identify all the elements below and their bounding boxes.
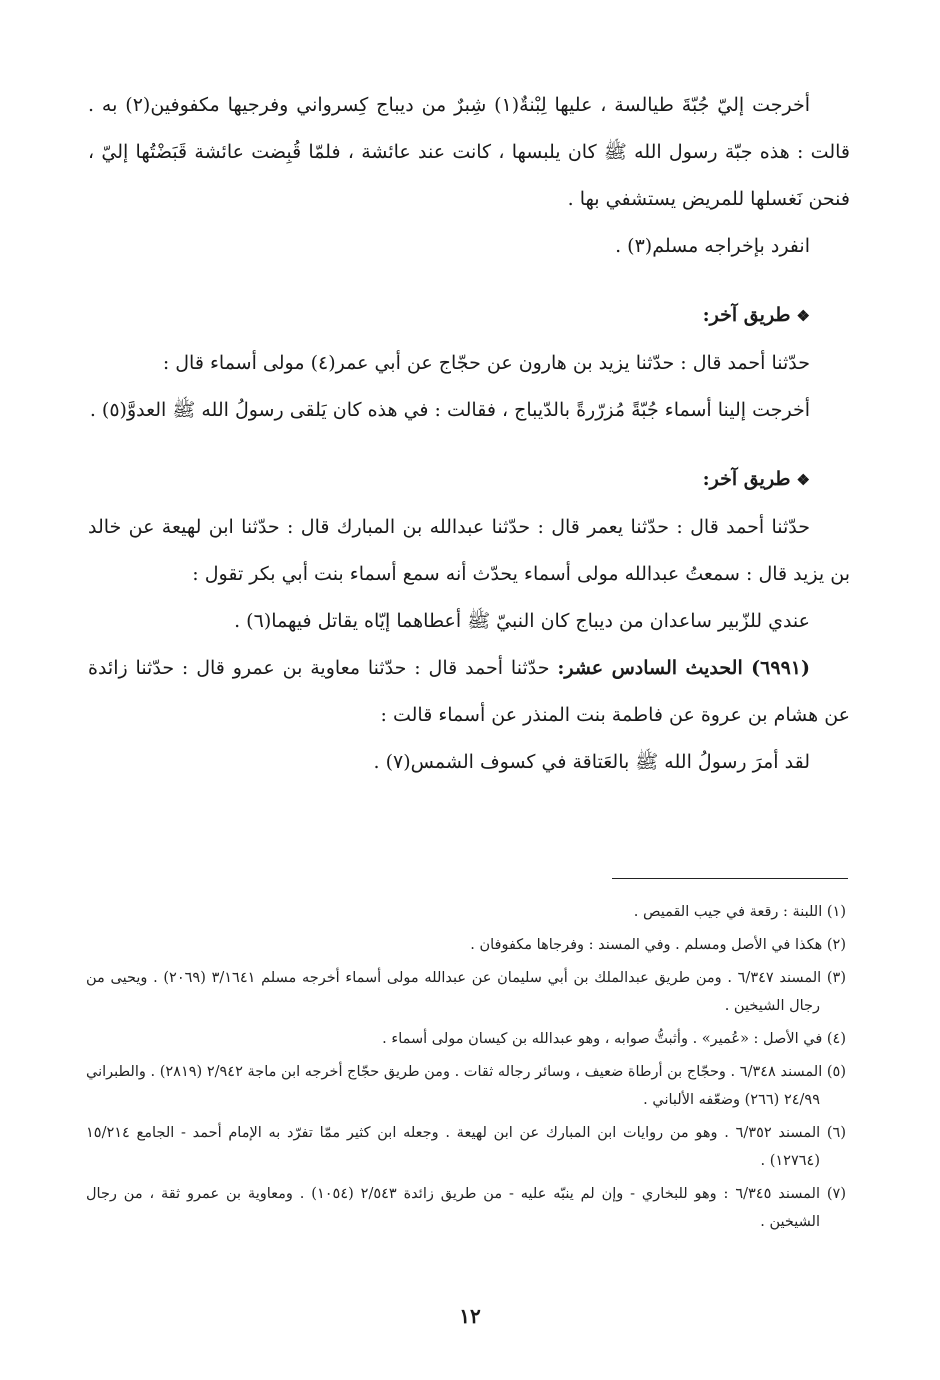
hadith-16-isnad: حدّثنا أحمد قال : حدّثنا معاوية بن عمرو قال : حدّثنا زائدة عن هشام بن عروة عن فاطمة بنت المنذر عن أسماء قالت : (88, 657, 850, 726)
main-text (88, 82, 850, 786)
page-number: ١٢ (459, 1304, 481, 1328)
paragraph-matn-3: لقد أمرَ رسولُ الله ﷺ بالعَتاقة في كسوف الشمس(٧) . (373, 751, 810, 773)
paragraph-takhrij: انفرد بإخراجه مسلم(٣) . (615, 235, 810, 257)
footnote: (٧) المسند ٦/٣٤٥ : وهو للبخاري - وإن لم ينبّه عليه - من طريق زائدة ٢/٥٤٣ (١٠٥٤) . ومعاوية بن عمرو ثقة ، من رجال الشيخين . (86, 1186, 847, 1230)
section-heading-other-route-1 (88, 292, 850, 340)
paragraph-matn-1: أخرجت إلينا أسماء جُبّةً مُزرّرةً بالدّيباج ، فقالت : في هذه كان يَلقى رسولُ الله ﷺ العدوَّ(٥) . (89, 399, 810, 421)
section-heading-label: طريق آخر: (702, 468, 791, 490)
footnote: (٥) المسند ٦/٣٤٨ . وحجّاج بن أرطاة ضعيف ، وسائر رجاله ثقات . ومن طريق حجّاج أخرجه ابن ماجة ٢/٩٤٢ (٢٨١٩) . والطبراني ٢٤/٩٩ (٢٦٦) وضعّفه الألباني . (86, 1064, 846, 1108)
footnote-divider (612, 878, 848, 879)
footnotes (86, 898, 846, 1241)
footnote: (١) اللبنة : رقعة في جيب القميص . (633, 904, 846, 920)
footnote: (٣) المسند ٦/٣٤٧ . ومن طريق عبدالملك بن أبي سليمان عن عبدالله مولى أسماء أخرجه مسلم ٣/١٦٤١ (٢٠٦٩) . ويحيى من رجال الشيخين . (86, 970, 846, 1014)
footnote: (٢) هكذا في الأصل ومسلم . وفي المسند : وفرجاها مكفوفان . (470, 937, 846, 953)
paragraph-isnad-2: حدّثنا أحمد قال : حدّثنا يعمر قال : حدّثنا عبدالله بن المبارك قال : حدّثنا ابن لهيعة عن خالد بن يزيد قال : سمعتُ عبدالله مولى أسماء يحدّث أنه سمع أسماء بنت أبي بكر تقول : (88, 516, 850, 585)
paragraph-isnad-1: حدّثنا أحمد قال : حدّثنا يزيد بن هارون عن حجّاج عن أبي عمر(٤) مولى أسماء قال : (162, 352, 810, 374)
paragraph-matn-2: عندي للزّبير ساعدان من ديباج كان النبيّ ﷺ أعطاهما إيّاه يقاتل فيهما(٦) . (234, 610, 810, 632)
footnote: (٦) المسند ٦/٣٥٢ . وهو من روايات ابن المبارك عن ابن لهيعة . وجعله ابن كثير ممّا تفرّد به الإمام أحمد - الجامع ١٥/٢١٤ (١٢٧٦٤) . (86, 1125, 846, 1169)
paragraph-hadith-16 (88, 645, 850, 739)
section-heading-other-route-2 (88, 456, 850, 504)
paragraph-hadith-text: أخرجت إليّ جُبّةَ طيالسة ، عليها لِبْنةٌ(١) شِبرٌ من ديباج كِسرواني وفرجيها مكفوفين(٢) به . قالت : هذه جبّة رسول الله ﷺ كان يلبسها ، كانت عند عائشة ، فلمّا قُبِضت عائشة قَبَضْتُها إليّ ، فنحن نَغسلها للمريض يستشفي بها . (88, 94, 850, 210)
section-heading-label: طريق آخر: (702, 304, 791, 326)
diamond-bullet-icon: ❖ (796, 307, 810, 325)
hadith-number-heading: (٦٩٩١) الحديث السادس عشر: (557, 657, 810, 679)
diamond-bullet-icon: ❖ (796, 471, 810, 489)
footnote: (٤) في الأصل : «عُمير» . وأثبتُّ صوابه ، وهو عبدالله بن كيسان مولى أسماء . (382, 1031, 846, 1047)
